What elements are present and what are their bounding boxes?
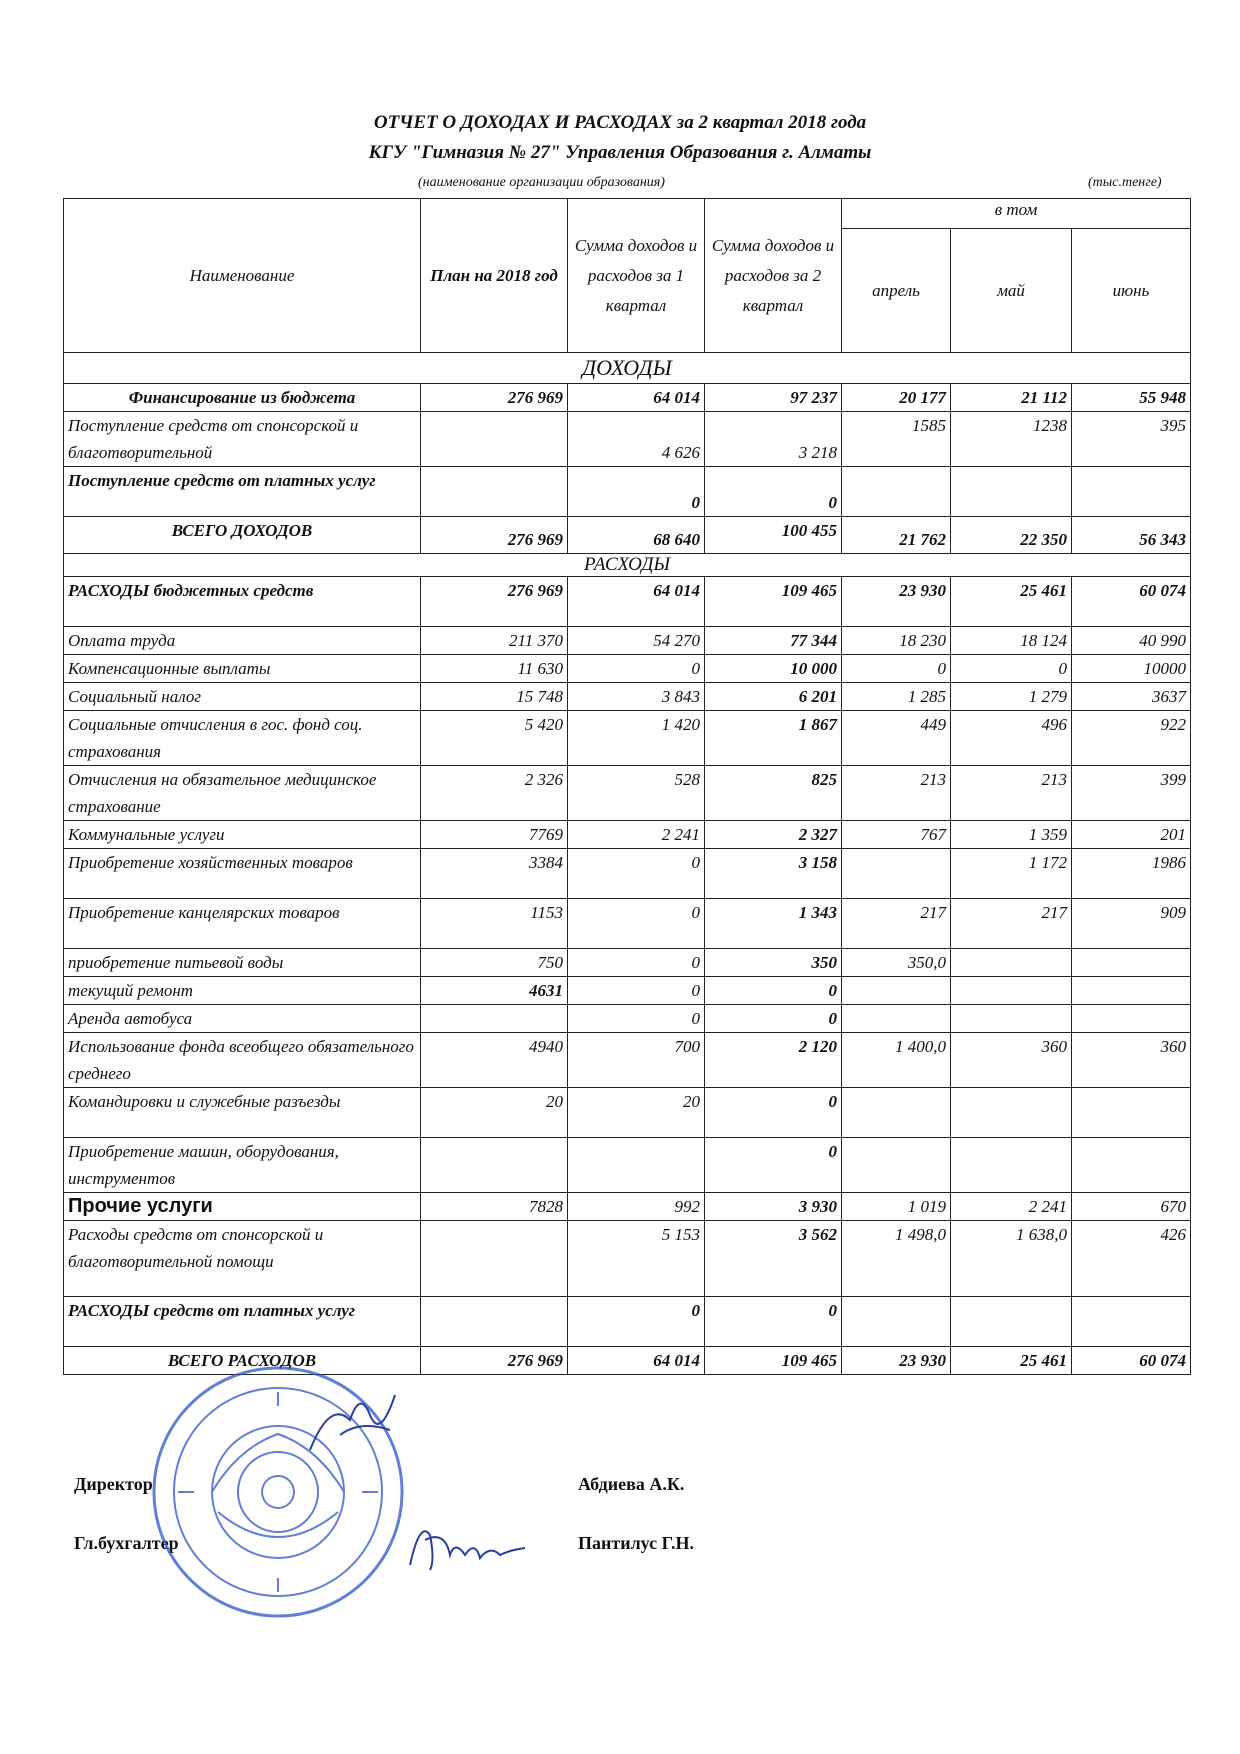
cell-may: 217 (951, 899, 1072, 949)
table-row (64, 384, 1191, 412)
cell-may (951, 1005, 1072, 1033)
cell-q1: 700 (568, 1033, 705, 1088)
director-label: Директор (74, 1474, 153, 1494)
cell-plan (421, 412, 568, 467)
row-name: ВСЕГО РАСХОДОВ (64, 1347, 421, 1375)
table-row (64, 1138, 1191, 1193)
cell-jun: 426 (1072, 1221, 1191, 1297)
cell-jun: 201 (1072, 821, 1191, 849)
cell-apr: 18 230 (842, 627, 951, 655)
row-name: Социальный налог (64, 683, 421, 711)
cell-q1: 64 014 (568, 1347, 705, 1375)
cell-may: 18 124 (951, 627, 1072, 655)
table-row (64, 1005, 1191, 1033)
cell-jun: 56 343 (1072, 517, 1191, 554)
cell-q2: 1 343 (705, 899, 842, 949)
table-row (64, 1088, 1191, 1138)
row-name: Приобретение хозяйственных товаров (64, 849, 421, 899)
cell-may: 213 (951, 766, 1072, 821)
cell-jun: 922 (1072, 711, 1191, 766)
row-name: Использование фонда всеобщего обязательного среднего (64, 1033, 421, 1088)
cell-apr: 217 (842, 899, 951, 949)
row-name: Аренда автобуса (64, 1005, 421, 1033)
cell-may: 1 359 (951, 821, 1072, 849)
row-name: Финансирование из бюджета (64, 384, 421, 412)
cell-q1: 4 626 (568, 412, 705, 467)
cell-jun (1072, 1138, 1191, 1193)
cell-jun: 399 (1072, 766, 1191, 821)
cell-plan: 11 630 (421, 655, 568, 683)
table-row (64, 899, 1191, 949)
table-row (64, 517, 1191, 554)
cell-plan: 7828 (421, 1193, 568, 1221)
row-name: ВСЕГО ДОХОДОВ (64, 517, 421, 554)
cell-may: 25 461 (951, 1347, 1072, 1375)
cell-plan: 750 (421, 949, 568, 977)
cell-q2: 2 327 (705, 821, 842, 849)
table-row (64, 711, 1191, 766)
cell-q2: 0 (705, 1088, 842, 1138)
row-name: Прочие услуги (64, 1193, 421, 1221)
cell-may: 22 350 (951, 517, 1072, 554)
organization-name: КГУ "Гимназия № 27" Управления Образования г. Алматы (368, 142, 872, 163)
cell-plan: 20 (421, 1088, 568, 1138)
cell-apr: 213 (842, 766, 951, 821)
column-header-name: Наименование (64, 199, 421, 353)
cell-q2: 97 237 (705, 384, 842, 412)
table-row (64, 467, 1191, 517)
cell-q2: 3 158 (705, 849, 842, 899)
cell-q1: 64 014 (568, 384, 705, 412)
cell-jun (1072, 1088, 1191, 1138)
cell-may: 21 112 (951, 384, 1072, 412)
cell-q1: 64 014 (568, 577, 705, 627)
director-name: Абдиева А.К. (578, 1474, 685, 1494)
cell-apr: 1585 (842, 412, 951, 467)
cell-jun: 1986 (1072, 849, 1191, 899)
cell-q2: 3 930 (705, 1193, 842, 1221)
table-row (64, 766, 1191, 821)
cell-plan: 4631 (421, 977, 568, 1005)
table-row (64, 577, 1191, 627)
cell-apr: 1 285 (842, 683, 951, 711)
cell-plan (421, 1297, 568, 1347)
cell-may: 1 172 (951, 849, 1072, 899)
cell-q1: 992 (568, 1193, 705, 1221)
cell-apr (842, 977, 951, 1005)
cell-apr: 1 400,0 (842, 1033, 951, 1088)
cell-jun: 670 (1072, 1193, 1191, 1221)
table-row (64, 683, 1191, 711)
cell-plan (421, 467, 568, 517)
cell-may (951, 949, 1072, 977)
cell-apr: 21 762 (842, 517, 951, 554)
row-name: Отчисления на обязательное медицинское страхование (64, 766, 421, 821)
cell-jun (1072, 977, 1191, 1005)
director-signature-icon (300, 1380, 410, 1470)
cell-plan: 3384 (421, 849, 568, 899)
cell-may: 360 (951, 1033, 1072, 1088)
cell-plan: 276 969 (421, 384, 568, 412)
section-income: ДОХОДЫ (64, 353, 1191, 384)
cell-q1: 3 843 (568, 683, 705, 711)
cell-apr (842, 849, 951, 899)
cell-apr (842, 1297, 951, 1347)
cell-plan (421, 1138, 568, 1193)
table-row (64, 1033, 1191, 1088)
cell-jun: 360 (1072, 1033, 1191, 1088)
cell-jun: 40 990 (1072, 627, 1191, 655)
column-header-may: май (951, 229, 1072, 353)
cell-q2: 350 (705, 949, 842, 977)
cell-plan: 276 969 (421, 517, 568, 554)
cell-q1 (568, 1138, 705, 1193)
cell-jun (1072, 1005, 1191, 1033)
cell-may (951, 1088, 1072, 1138)
cell-plan: 2 326 (421, 766, 568, 821)
cell-apr (842, 1138, 951, 1193)
cell-plan: 5 420 (421, 711, 568, 766)
cell-jun: 60 074 (1072, 577, 1191, 627)
cell-jun (1072, 1297, 1191, 1347)
cell-may: 1 279 (951, 683, 1072, 711)
cell-q1: 2 241 (568, 821, 705, 849)
cell-q1: 0 (568, 849, 705, 899)
accountant-label: Гл.бухгалтер (74, 1533, 179, 1553)
table-row (64, 949, 1191, 977)
report-title: ОТЧЕТ О ДОХОДАХ И РАСХОДАХ за 2 квартал 2018 года (373, 112, 867, 133)
row-name: Приобретение машин, оборудования, инструментов (64, 1138, 421, 1193)
table-row (64, 1193, 1191, 1221)
cell-q1: 0 (568, 1005, 705, 1033)
cell-q1: 1 420 (568, 711, 705, 766)
cell-jun: 60 074 (1072, 1347, 1191, 1375)
table-row (64, 977, 1191, 1005)
cell-jun: 10000 (1072, 655, 1191, 683)
cell-q2: 3 218 (705, 412, 842, 467)
cell-may (951, 977, 1072, 1005)
cell-q1: 0 (568, 1297, 705, 1347)
table-row (64, 1297, 1191, 1347)
cell-apr: 449 (842, 711, 951, 766)
cell-q2: 0 (705, 1138, 842, 1193)
row-name: текущий ремонт (64, 977, 421, 1005)
cell-plan (421, 1005, 568, 1033)
cell-may: 25 461 (951, 577, 1072, 627)
cell-jun (1072, 949, 1191, 977)
cell-plan: 1153 (421, 899, 568, 949)
cell-q2: 825 (705, 766, 842, 821)
cell-q1: 68 640 (568, 517, 705, 554)
cell-q1: 20 (568, 1088, 705, 1138)
column-header-june: июнь (1072, 229, 1191, 353)
cell-q2: 100 455 (705, 517, 842, 554)
cell-q1: 54 270 (568, 627, 705, 655)
table-row (64, 821, 1191, 849)
cell-q2: 6 201 (705, 683, 842, 711)
cell-q2: 0 (705, 467, 842, 517)
row-name: РАСХОДЫ бюджетных средств (64, 577, 421, 627)
cell-apr: 0 (842, 655, 951, 683)
cell-q2: 0 (705, 1005, 842, 1033)
cell-q1: 5 153 (568, 1221, 705, 1297)
table-row (64, 1221, 1191, 1297)
column-header-april: апрель (842, 229, 951, 353)
column-header-group: в том (842, 199, 1191, 229)
column-header-plan: План на 2018 год (421, 199, 568, 353)
row-name: РАСХОДЫ средств от платных услуг (64, 1297, 421, 1347)
column-header-q2: Сумма доходов и расходов за 2 квартал (705, 199, 842, 353)
accountant-signature-icon (400, 1510, 530, 1580)
cell-plan: 276 969 (421, 1347, 568, 1375)
row-name: Поступление средств от спонсорской и благотворительной (64, 412, 421, 467)
units-note: (тыс.тенге) (1088, 175, 1162, 190)
cell-q2: 77 344 (705, 627, 842, 655)
cell-plan: 4940 (421, 1033, 568, 1088)
cell-may (951, 1297, 1072, 1347)
column-header-q1: Сумма доходов и расходов за 1 квартал (568, 199, 705, 353)
cell-jun: 3637 (1072, 683, 1191, 711)
cell-apr (842, 467, 951, 517)
cell-plan (421, 1221, 568, 1297)
cell-plan: 15 748 (421, 683, 568, 711)
cell-plan: 211 370 (421, 627, 568, 655)
cell-q2: 109 465 (705, 577, 842, 627)
cell-jun: 55 948 (1072, 384, 1191, 412)
cell-q2: 1 867 (705, 711, 842, 766)
cell-q1: 0 (568, 467, 705, 517)
report-table (63, 198, 1191, 1375)
cell-apr (842, 1005, 951, 1033)
cell-q2: 10 000 (705, 655, 842, 683)
cell-q2: 0 (705, 977, 842, 1005)
row-name: Компенсационные выплаты (64, 655, 421, 683)
cell-q2: 0 (705, 1297, 842, 1347)
cell-apr: 23 930 (842, 577, 951, 627)
cell-apr: 767 (842, 821, 951, 849)
table-row (64, 627, 1191, 655)
cell-q2: 3 562 (705, 1221, 842, 1297)
table-row (64, 849, 1191, 899)
cell-may: 0 (951, 655, 1072, 683)
cell-may (951, 467, 1072, 517)
accountant-name: Пантилус Г.Н. (578, 1533, 695, 1553)
cell-q2: 2 120 (705, 1033, 842, 1088)
cell-may: 1238 (951, 412, 1072, 467)
cell-jun (1072, 467, 1191, 517)
cell-q1: 0 (568, 655, 705, 683)
cell-q1: 0 (568, 899, 705, 949)
cell-q2: 109 465 (705, 1347, 842, 1375)
table-row (64, 412, 1191, 467)
cell-q1: 528 (568, 766, 705, 821)
cell-may: 2 241 (951, 1193, 1072, 1221)
row-name: Поступление средств от платных услуг (64, 467, 421, 517)
cell-apr: 1 498,0 (842, 1221, 951, 1297)
cell-may: 1 638,0 (951, 1221, 1072, 1297)
cell-plan: 7769 (421, 821, 568, 849)
row-name: Коммунальные услуги (64, 821, 421, 849)
row-name: Расходы средств от спонсорской и благотворительной помощи (64, 1221, 421, 1297)
cell-jun: 909 (1072, 899, 1191, 949)
cell-q1: 0 (568, 949, 705, 977)
row-name: приобретение питьевой воды (64, 949, 421, 977)
cell-plan: 276 969 (421, 577, 568, 627)
table-row (64, 655, 1191, 683)
section-expenses: РАСХОДЫ (64, 554, 1191, 577)
cell-may (951, 1138, 1072, 1193)
cell-apr: 20 177 (842, 384, 951, 412)
row-name: Командировки и служебные разъезды (64, 1088, 421, 1138)
row-name: Социальные отчисления в гос. фонд соц. страхования (64, 711, 421, 766)
cell-apr: 23 930 (842, 1347, 951, 1375)
cell-jun: 395 (1072, 412, 1191, 467)
organization-caption: (наименование организации образования) (418, 175, 665, 190)
cell-apr: 1 019 (842, 1193, 951, 1221)
row-name: Оплата труда (64, 627, 421, 655)
cell-apr (842, 1088, 951, 1138)
cell-may: 496 (951, 711, 1072, 766)
cell-q1: 0 (568, 977, 705, 1005)
cell-apr: 350,0 (842, 949, 951, 977)
row-name: Приобретение канцелярских товаров (64, 899, 421, 949)
